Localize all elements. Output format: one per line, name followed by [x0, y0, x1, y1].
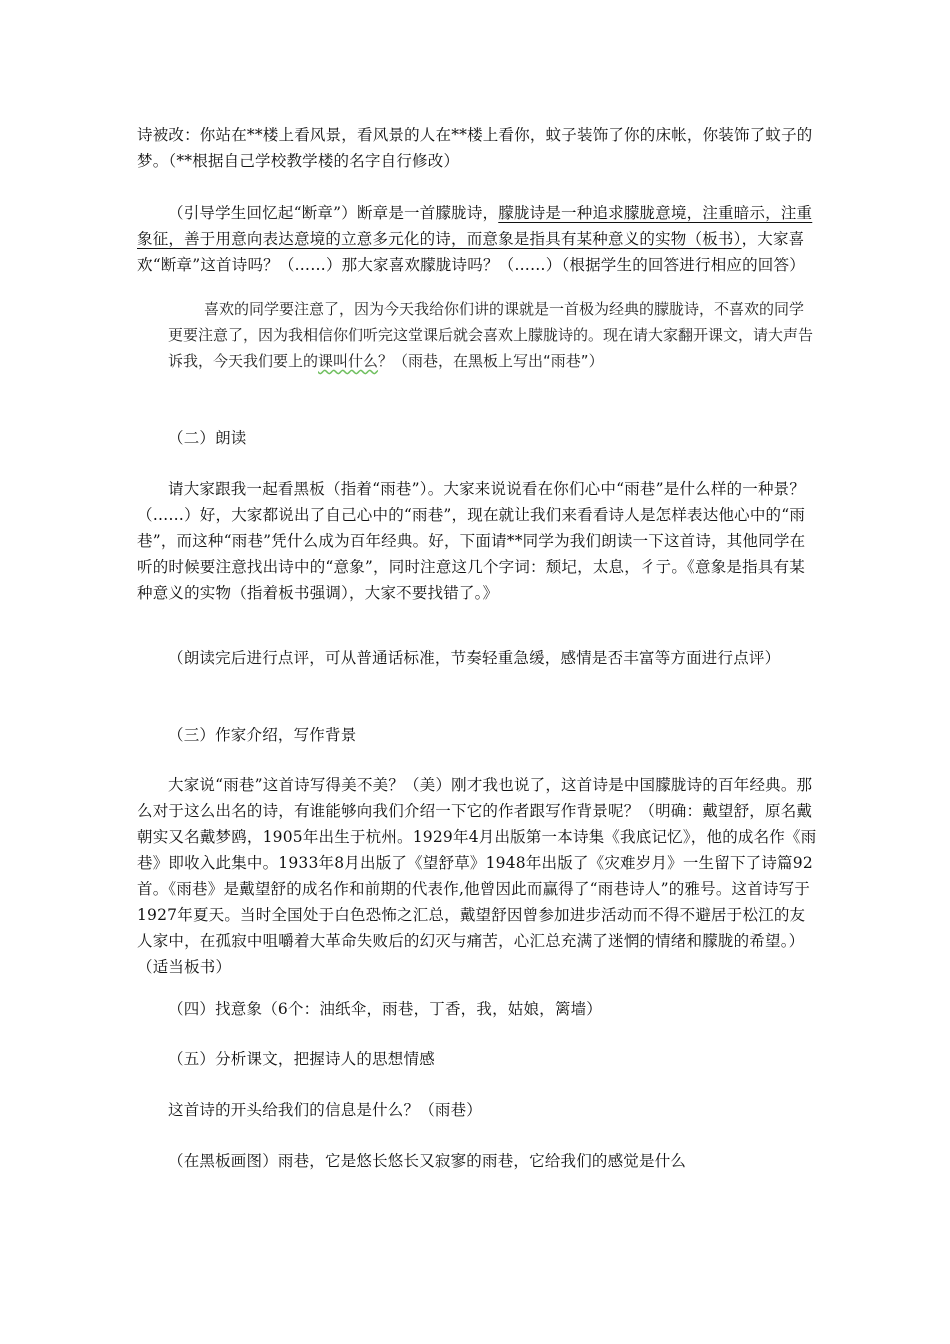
- duanzhang-question-text: ，大家喜欢“断章”这首诗吗？（……）那大家喜欢朦胧诗吗？（……）（根据学生的回答进行相应的回答）: [137, 230, 805, 274]
- menglong-definition-underlined: 朦胧诗是一种追求朦胧意境，注重暗示，注重象征，善于用意向表达意境的立意多元化的诗，而意象是指具有某种意义的实物（板书）: [137, 204, 813, 248]
- paragraph-author-background: 大家说“雨巷”这首诗写得美不美？（美）刚才我也说了，这首诗是中国朦胧诗的百年经典。那么对于这么出名的诗，有谁能够向我们介绍一下它的作者跟写作背景呢？（明确：戴望舒，原名戴朝实又名戴梦鸥，1905年出生于杭州。1929年4月出版第一本诗集《我底记忆》，他的成名作《雨巷》即收入此集中。1933年8月出版了《望舒草》1948年出版了《灾难岁月》一生留下了诗篇92首。《雨巷》是戴望舒的成名作和前期的代表作,他曾因此而赢得了“雨巷诗人”的雅号。这首诗写于1927年夏天。当时全国处于白色恐怖之汇总，戴望舒因曾参加进步活动而不得不避居于松江的友人家中，在孤寂中咀嚼着大革命失败后的幻灭与痛苦，心汇总充满了迷惘的情绪和朦胧的希望。）（适当板书）: [137, 776, 817, 976]
- paragraph-opening-question: 这首诗的开头给我们的信息是什么？（雨巷）: [168, 1101, 483, 1119]
- paragraph-reading-review: （朗读完后进行点评，可从普通话标准，节奏轻重急缓，感情是否丰富等方面进行点评）: [168, 649, 781, 667]
- paragraph-poem-rewrite: 诗被改：你站在**楼上看风景，看风景的人在**楼上看你，蚊子装饰了你的床帐，你装饰了蚊子的梦。（**根据自己学校教学楼的名字自行修改）: [137, 126, 813, 170]
- section-heading-analysis: （五）分析课文，把握诗人的思想情感: [168, 1050, 435, 1068]
- paragraph-rain-lane: （在黑板画图）雨巷，它是悠长悠长又寂寥的雨巷，它给我们的感觉是什么: [168, 1152, 687, 1170]
- paragraph-reading: 请大家跟我一起看黑板（指着“雨巷”）。大家来说说看在你们心中“雨巷”是什么样的一种景？（……）好，大家都说出了自己心中的“雨巷”，现在就让我们来看看诗人是怎样表达他心中的“雨巷”，而这种“雨巷”凭什么成为百年经典。好，下面请**同学为我们朗读一下这首诗，其他同学在听的时候要注意找出诗中的“意象”，同时注意这几个字词：颓圮，太息，彳亍。《意象是指具有某种意义的实物（指着板书强调），大家不要找错了。》: [137, 480, 806, 602]
- section-heading-imagery: （四）找意象（6个：油纸伞，雨巷，丁香，我，姑娘，篱墙）: [168, 1000, 602, 1018]
- paragraph-duanzhang-intro: [137, 200, 817, 278]
- duanzhang-intro-text: （引导学生回忆起“断章”）断章是一首朦胧诗，: [168, 204, 499, 222]
- image-para-tail: ？（雨巷，在黑板上写出“雨巷”）: [378, 352, 604, 370]
- embedded-image-paragraph: [168, 296, 818, 374]
- spellcheck-underlined-text: 课叫什么: [318, 352, 379, 370]
- section-heading-author: （三）作家介绍，写作背景: [168, 726, 357, 744]
- section-heading-reading: （二）朗读: [168, 429, 247, 447]
- image-para-text: 喜欢的同学要注意了，因为今天我给你们讲的课就是一首极为经典的朦胧诗，不喜欢的同学更要注意了，因为我相信你们听完这堂课后就会喜欢上朦胧诗的。现在请大家翻开课文，请大声告诉我，今天我们要上的: [168, 300, 814, 370]
